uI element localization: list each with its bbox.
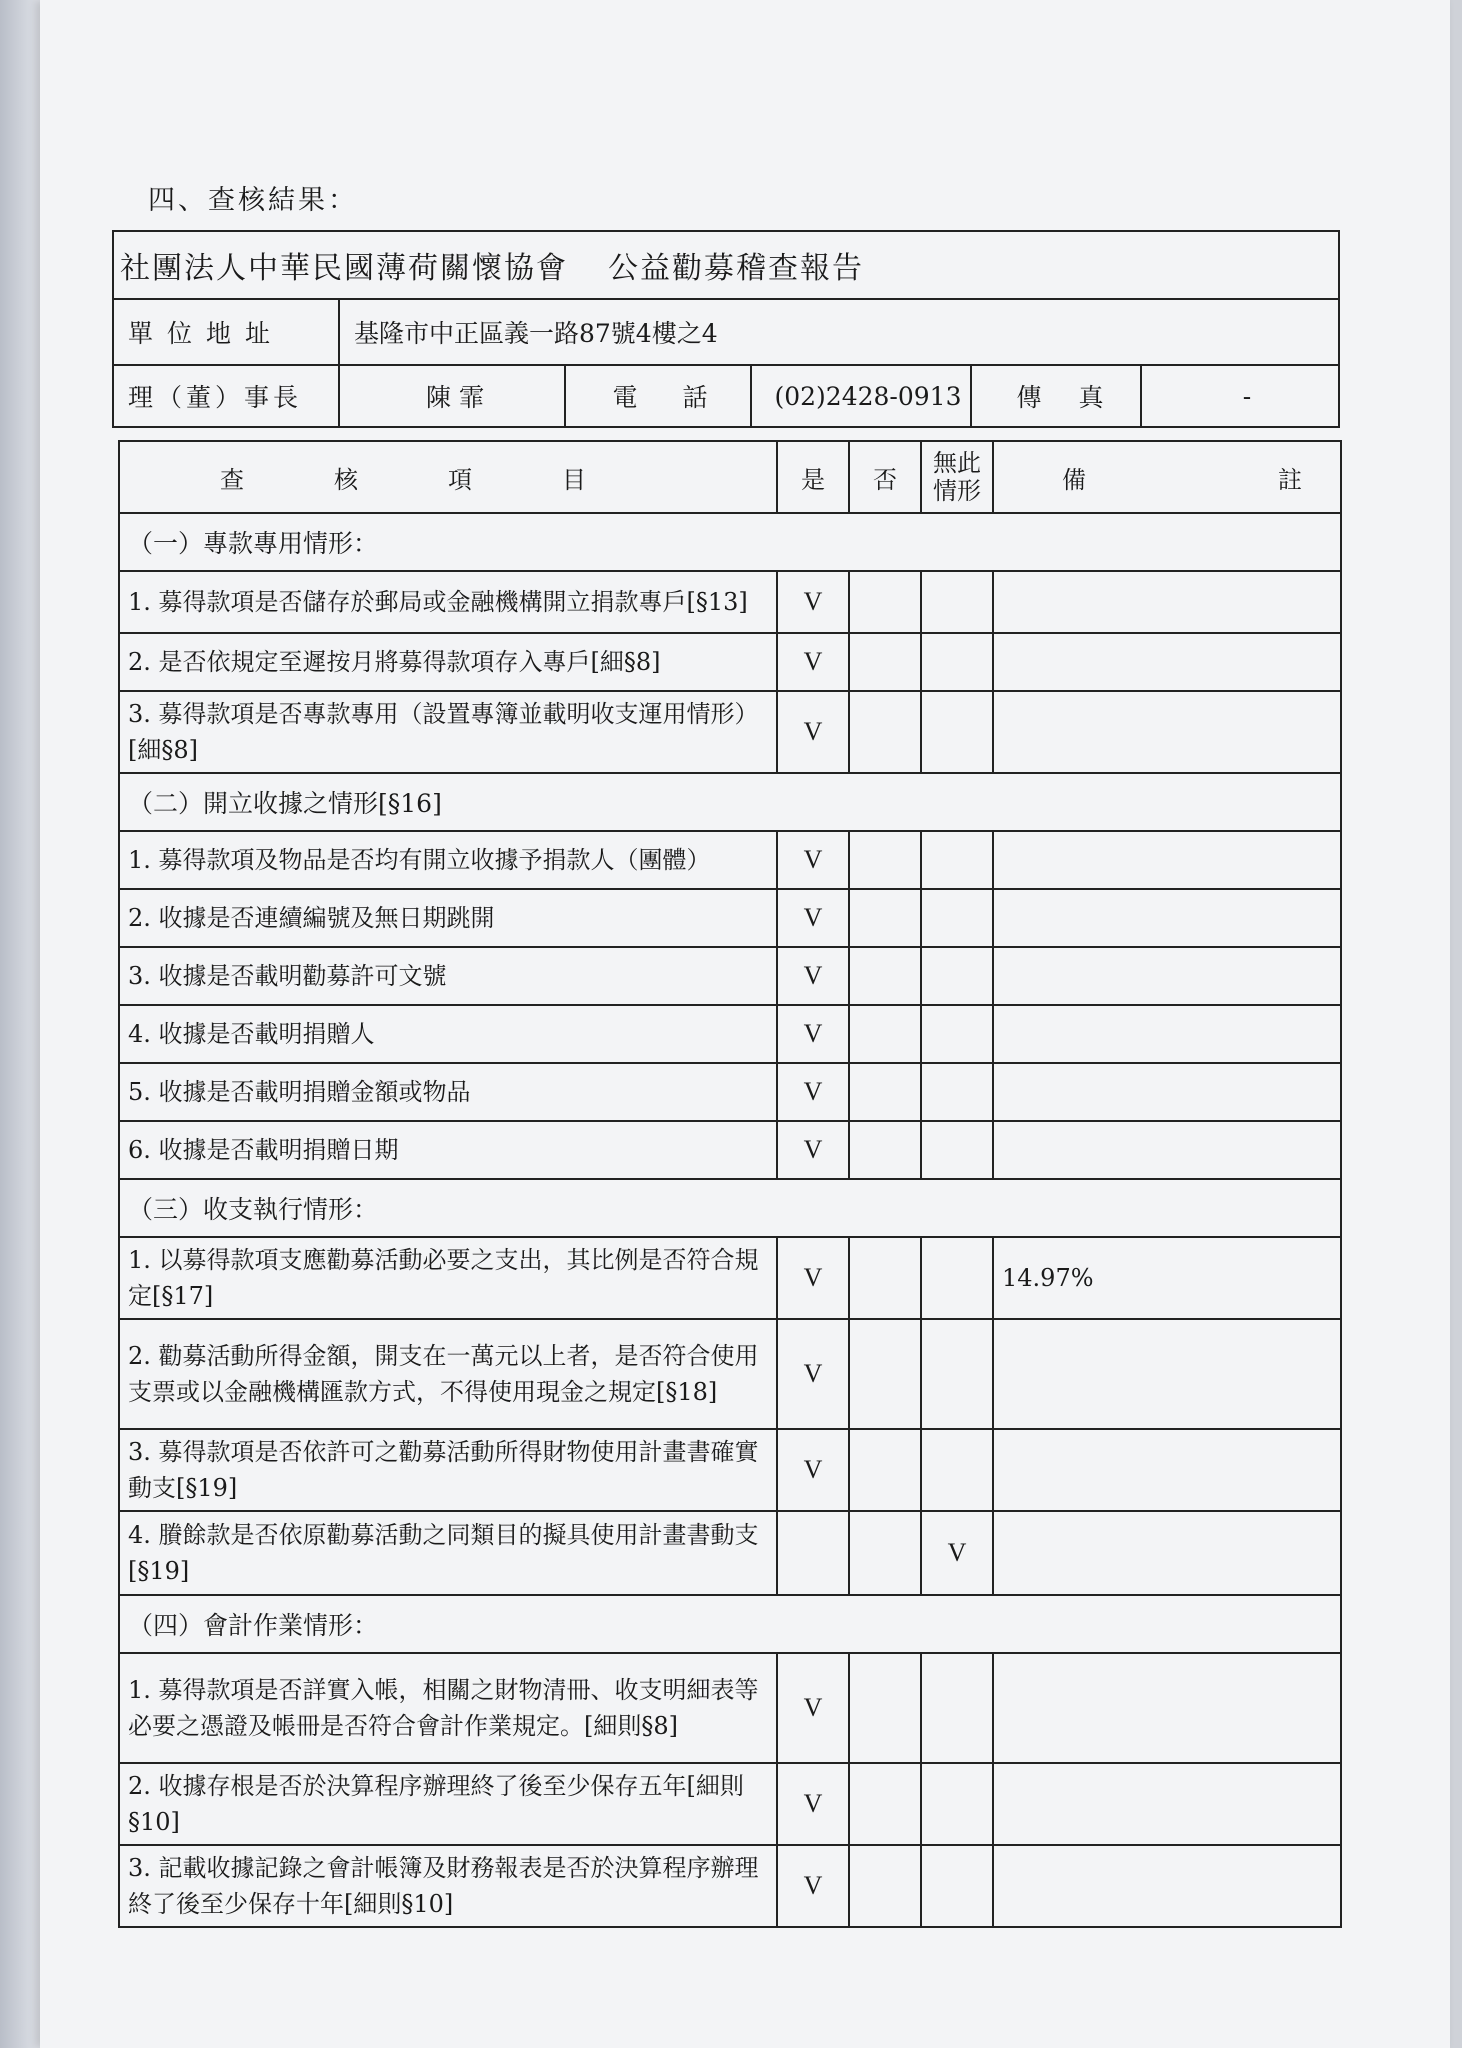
- remark-cell: [993, 1121, 1341, 1179]
- table-row: [119, 1763, 1341, 1845]
- na-mark: [921, 1319, 993, 1429]
- remark-cell: [993, 1319, 1341, 1429]
- no-mark: [849, 1319, 921, 1429]
- check-item-text: 2. 收據是否連續編號及無日期跳開: [119, 889, 777, 947]
- yes-mark: V: [777, 571, 849, 633]
- table-row: [119, 1121, 1341, 1179]
- header-note-b: 註: [1278, 465, 1302, 494]
- no-mark: [849, 571, 921, 633]
- header-item: 查核項目: [119, 441, 777, 513]
- report-title: 公益勸募稽查報告: [608, 251, 864, 286]
- header-yes: 是: [777, 441, 849, 513]
- org-name: 社團法人中華民國薄荷關懷協會: [120, 251, 568, 286]
- na-mark: [921, 1237, 993, 1319]
- check-item-text: 1. 募得款項及物品是否均有開立收據予捐款人（團體）: [119, 831, 777, 889]
- no-mark: [849, 1005, 921, 1063]
- no-mark: [849, 947, 921, 1005]
- section-heading: 四、查核結果：: [148, 185, 358, 216]
- section-title: （四）會計作業情形：: [119, 1595, 1341, 1653]
- phone-label: 電 話: [566, 366, 752, 426]
- header-note: [993, 441, 1341, 513]
- yes-mark: V: [777, 1653, 849, 1763]
- check-item-text: 2. 勸募活動所得金額，開支在一萬元以上者，是否符合使用支票或以金融機構匯款方式，不得使用現金之規定[§18]: [119, 1319, 777, 1429]
- table-row: [119, 947, 1341, 1005]
- remark-cell: [993, 947, 1341, 1005]
- section-row: [119, 513, 1341, 571]
- yes-mark: V: [777, 1121, 849, 1179]
- section-title: （一）專款專用情形：: [119, 513, 1341, 571]
- check-item-text: 2. 收據存根是否於決算程序辦理終了後至少保存五年[細則§10]: [119, 1763, 777, 1845]
- remark-cell: [993, 1063, 1341, 1121]
- check-item-text: 3. 募得款項是否專款專用（設置專簿並載明收支運用情形）[細§8]: [119, 691, 777, 773]
- remark-cell: [993, 691, 1341, 773]
- yes-mark: V: [777, 1763, 849, 1845]
- audit-checklist-table: [118, 440, 1342, 1928]
- section-title: （二）開立收據之情形[§16]: [119, 773, 1341, 831]
- contact-row: [114, 366, 1338, 426]
- no-mark: [849, 1511, 921, 1595]
- check-item-text: 3. 記載收據記錄之會計帳簿及財務報表是否於決算程序辦理終了後至少保存十年[細則§10]: [119, 1845, 777, 1927]
- na-mark: [921, 1005, 993, 1063]
- na-mark: [921, 831, 993, 889]
- yes-mark: V: [777, 1319, 849, 1429]
- section-row: [119, 1179, 1341, 1237]
- no-mark: [849, 691, 921, 773]
- phone-value: (02)2428-0913: [752, 366, 972, 426]
- header-na: [921, 441, 993, 513]
- no-mark: [849, 889, 921, 947]
- yes-mark: V: [777, 633, 849, 691]
- paper-edge: [0, 0, 40, 2048]
- remark-cell: [993, 571, 1341, 633]
- no-mark: [849, 1429, 921, 1511]
- yes-mark: V: [777, 889, 849, 947]
- no-mark: [849, 1237, 921, 1319]
- header-note-a: 備: [1062, 465, 1086, 494]
- na-mark: [921, 1121, 993, 1179]
- report-header-table: [112, 230, 1340, 428]
- table-row: [119, 571, 1341, 633]
- table-row: [119, 691, 1341, 773]
- header-na-line2: 情形: [933, 477, 981, 505]
- header-na-line1: 無此: [933, 449, 981, 477]
- check-item-text: 4. 收據是否載明捐贈人: [119, 1005, 777, 1063]
- chair-value: 陳霏: [340, 366, 566, 426]
- na-mark: [921, 1763, 993, 1845]
- na-mark: V: [921, 1511, 993, 1595]
- na-mark: [921, 1429, 993, 1511]
- yes-mark: V: [777, 831, 849, 889]
- section-row: [119, 1595, 1341, 1653]
- na-mark: [921, 1845, 993, 1927]
- remark-cell: [993, 633, 1341, 691]
- report-title-row: [114, 232, 1338, 300]
- remark-cell: [993, 889, 1341, 947]
- check-item-text: 3. 募得款項是否依許可之勸募活動所得財物使用計畫書確實動支[§19]: [119, 1429, 777, 1511]
- address-label: 單位地址: [114, 300, 340, 364]
- na-mark: [921, 1063, 993, 1121]
- table-row: [119, 1511, 1341, 1595]
- check-item-text: 3. 收據是否載明勸募許可文號: [119, 947, 777, 1005]
- table-row: [119, 633, 1341, 691]
- section-title: （三）收支執行情形：: [119, 1179, 1341, 1237]
- no-mark: [849, 1845, 921, 1927]
- na-mark: [921, 1653, 993, 1763]
- table-row: [119, 1237, 1341, 1319]
- table-row: [119, 1429, 1341, 1511]
- table-row: [119, 1319, 1341, 1429]
- table-row: [119, 1653, 1341, 1763]
- no-mark: [849, 1653, 921, 1763]
- yes-mark: V: [777, 1005, 849, 1063]
- check-item-text: 2. 是否依規定至遲按月將募得款項存入專戶[細§8]: [119, 633, 777, 691]
- check-item-text: 5. 收據是否載明捐贈金額或物品: [119, 1063, 777, 1121]
- remark-cell: [993, 1429, 1341, 1511]
- address-row: [114, 300, 1338, 366]
- check-item-text: 1. 以募得款項支應勸募活動必要之支出，其比例是否符合規定[§17]: [119, 1237, 777, 1319]
- remark-cell: [993, 1511, 1341, 1595]
- na-mark: [921, 947, 993, 1005]
- no-mark: [849, 831, 921, 889]
- yes-mark: V: [777, 947, 849, 1005]
- yes-mark: V: [777, 1429, 849, 1511]
- yes-mark: V: [777, 1237, 849, 1319]
- na-mark: [921, 889, 993, 947]
- no-mark: [849, 1121, 921, 1179]
- remark-cell: [993, 831, 1341, 889]
- remark-cell: [993, 1845, 1341, 1927]
- table-row: [119, 1063, 1341, 1121]
- table-header-row: [119, 441, 1341, 513]
- table-row: [119, 1845, 1341, 1927]
- check-item-text: 1. 募得款項是否儲存於郵局或金融機構開立捐款專戶[§13]: [119, 571, 777, 633]
- check-item-text: 6. 收據是否載明捐贈日期: [119, 1121, 777, 1179]
- no-mark: [849, 1063, 921, 1121]
- table-row: [119, 831, 1341, 889]
- section-row: [119, 773, 1341, 831]
- chair-label: 理（董）事長: [114, 366, 340, 426]
- table-row: [119, 889, 1341, 947]
- remark-cell: 14.97%: [993, 1237, 1341, 1319]
- yes-mark: V: [777, 1845, 849, 1927]
- yes-mark: V: [777, 1063, 849, 1121]
- yes-mark: [777, 1511, 849, 1595]
- no-mark: [849, 1763, 921, 1845]
- check-item-text: 1. 募得款項是否詳實入帳，相關之財物清冊、收支明細表等必要之憑證及帳冊是否符合會計作業規定。[細則§8]: [119, 1653, 777, 1763]
- table-row: [119, 1005, 1341, 1063]
- fax-value: -: [1242, 381, 1252, 411]
- audit-table-body: [119, 513, 1341, 1927]
- na-mark: [921, 571, 993, 633]
- yes-mark: V: [777, 691, 849, 773]
- remark-cell: [993, 1763, 1341, 1845]
- address-value: 基隆市中正區義一路87號4樓之4: [354, 319, 718, 348]
- check-item-text: 4. 賸餘款是否依原勸募活動之同類目的擬具使用計畫書動支[§19]: [119, 1511, 777, 1595]
- header-no: 否: [849, 441, 921, 513]
- fax-label: 傳 真: [972, 366, 1142, 426]
- na-mark: [921, 633, 993, 691]
- remark-cell: [993, 1005, 1341, 1063]
- remark-cell: [993, 1653, 1341, 1763]
- na-mark: [921, 691, 993, 773]
- no-mark: [849, 633, 921, 691]
